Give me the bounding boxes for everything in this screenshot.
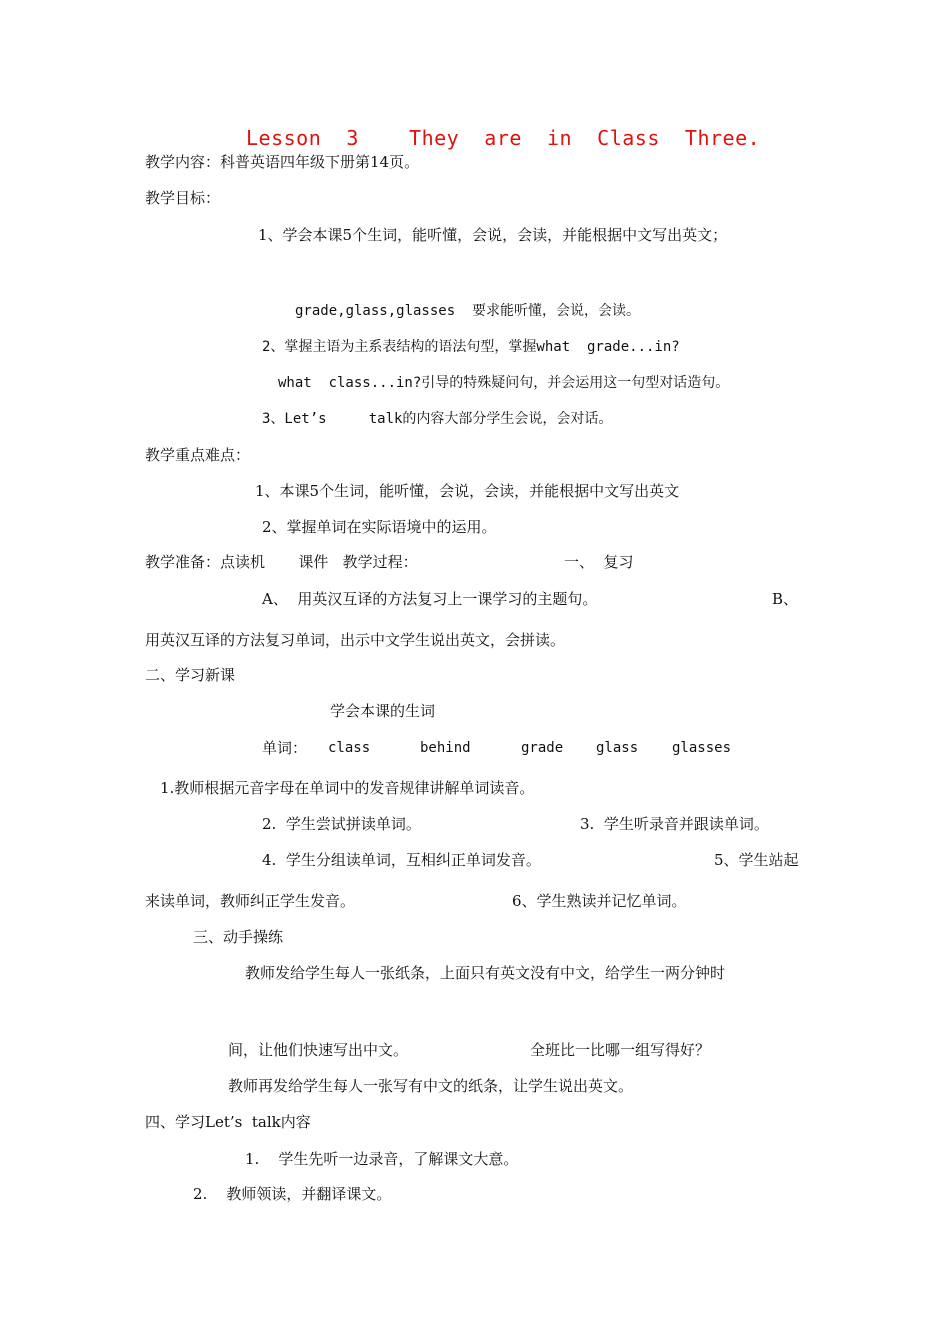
lesson-title: Lesson 3 They are in Class Three. [246,126,761,150]
review-heading: 一、 复习 [564,553,634,571]
talk-heading: 四、学习Let’s talk内容 [145,1113,311,1131]
key-points-heading: 教学重点难点： [145,446,251,464]
new-step-4: 4. 学生分组读单词，互相纠正单词发音。 [262,851,541,869]
practice-heading: 三、动手操练 [193,928,284,946]
word-glasses: glasses [672,740,732,756]
objectives-heading: 教学目标： [145,189,221,207]
practice-1-line-1: 教师发给学生每人一张纸条，上面只有英文没有中文，给学生一两分钟时 [245,964,726,982]
new-step-6: 6、学生熟读并记忆单词。 [512,892,687,910]
talk-step-2: 2. 教师领读，并翻译课文。 [193,1185,392,1203]
objective-1: 1、学会本课5个生词，能听懂，会说，会读，并能根据中文写出英文； [258,226,728,244]
review-step-b-label: B、 [772,590,799,608]
key-point-1: 1、本课5个生词，能听懂，会说，会读，并能根据中文写出英文 [255,482,680,500]
review-step-b-text: 用英汉互译的方法复习单词，出示中文学生说出英文，会拼读。 [145,631,566,649]
new-lesson-heading: 二、学习新课 [145,666,236,684]
key-point-2: 2、掌握单词在实际语境中的运用。 [262,518,497,536]
word-behind: behind [420,740,471,756]
new-step-3: 3. 学生听录音并跟读单词。 [580,815,769,833]
review-step-a: A、 用英汉互译的方法复习上一课学习的主题句。 [262,590,598,608]
word-grade: grade [521,740,564,756]
word-glass: glass [596,740,639,756]
objective-2-line-2: what class...in?引导的特殊疑问句，并会运用这一句型对话造句。 [278,375,730,391]
talk-step-1: 1. 学生先听一边录音，了解课文大意。 [245,1150,519,1168]
word-class: class [328,740,371,756]
new-step-1: 1.教师根据元音字母在单词中的发音规律讲解单词读音。 [160,779,535,797]
practice-1-question: 全班比一比哪一组写得好？ [530,1041,711,1059]
objective-1-words: grade,glass,glasses 要求能听懂，会说，会读。 [295,303,641,319]
objective-2-line-1: 2、掌握主语为主系表结构的语法句型，掌握what grade...in? [262,339,680,355]
words-label: 单词： [262,739,308,757]
learn-words-line: 学会本课的生词 [330,702,436,720]
objective-3: 3、Let’s talk的内容大部分学生会说，会对话。 [262,411,613,427]
practice-1-line-2: 间，让他们快速写出中文。 [228,1041,409,1059]
new-step-5-end: 来读单词，教师纠正学生发音。 [145,892,356,910]
teaching-content: 教学内容：科普英语四年级下册第14页。 [145,153,420,171]
new-step-5-start: 5、学生站起 [714,851,799,869]
practice-2: 教师再发给学生每人一张写有中文的纸条，让学生说出英文。 [228,1077,634,1095]
new-step-2: 2. 学生尝试拼读单词。 [262,815,421,833]
preparation-line: 教学准备：点读机 课件 教学过程： [145,553,418,571]
